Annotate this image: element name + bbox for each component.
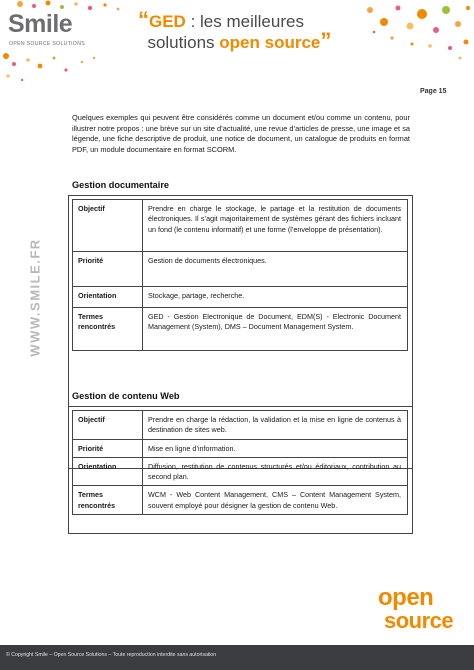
row-content: Stockage, partage, recherche.	[143, 287, 408, 308]
row-label: Priorité	[73, 439, 143, 457]
os-logo-source: source	[384, 608, 454, 633]
row-content: GED - Gestion Electronique de Document, EDM(S) - Electronic Document Management (System), DMS – Document Management System.	[143, 308, 408, 351]
table-row	[73, 287, 408, 308]
slogan-part1: : les meilleures	[185, 12, 304, 31]
row-label: Objectif	[73, 200, 143, 252]
row-content: Diffusion, restitution de contenus structurés et/ou éditoriaux, contribution au second plan.	[143, 457, 408, 486]
row-label: Orientation	[73, 287, 143, 308]
row-label: Objectif	[73, 411, 143, 440]
slogan-open-quote: “	[138, 7, 149, 32]
slogan-part2: solutions	[147, 33, 220, 52]
row-content: Gestion de documents électroniques.	[143, 252, 408, 287]
header-slogan	[138, 7, 358, 53]
decorative-dots-top-right	[350, 0, 474, 70]
table-row	[73, 308, 408, 351]
table-row	[73, 411, 408, 440]
os-logo-open: open	[378, 584, 434, 611]
row-content: Prendre en charge le stockage, le partage et la restitution de documents électroniques. Il s’agit majoritairement de systèmes gérant des fichiers incluant un fond (le contenu informatif) et une forme (l’enveloppe de présentation).	[143, 200, 408, 252]
footer-copyright: © Copyright Smile – Open Source Solutions – Toute reproduction interdite sans autorisation	[6, 652, 217, 658]
section-title-web-content-management: Gestion de contenu Web	[72, 391, 180, 401]
section-title-document-management: Gestion documentaire	[72, 180, 169, 190]
slogan-ged: GED	[149, 12, 186, 31]
table-row	[73, 252, 408, 287]
row-content: Prendre en charge la rédaction, la validation et la mise en ligne de contenus à destination de sites web.	[143, 411, 408, 440]
table-row	[73, 200, 408, 252]
row-content: Mise en ligne d’information.	[143, 439, 408, 457]
table-row	[73, 457, 408, 486]
row-label: Orientation	[73, 457, 143, 486]
row-label: Termes rencontrés	[73, 308, 143, 351]
logo-subtitle: OPEN SOURCE SOLUTIONS	[9, 41, 86, 47]
table-web-content-management	[72, 410, 408, 515]
table-row	[73, 486, 408, 515]
side-url: WWW.SMILE.FR	[27, 238, 43, 357]
smile-logo	[8, 10, 118, 50]
intro-paragraph: Quelques exemples qui peuvent être considérés comme un document et/ou comme un contenu, pour illustrer notre propos : une brève sur un site d’actualité, une revue d’articles de presse, une image et sa légende, une fiche descriptive de produit, une notice de document, un catalogue de produits en format PDF, un module documentaire en format SCORM.	[72, 113, 410, 154]
table-document-management	[72, 199, 408, 351]
logo-word: Smile	[8, 10, 73, 38]
page-number: Page 15	[420, 88, 447, 95]
table-row	[73, 439, 408, 457]
row-content: WCM - Web Content Management, CMS – Content Management System, souvent employé pour désigner la gestion de contenu Web.	[143, 486, 408, 515]
row-label: Termes rencontrés	[73, 486, 143, 515]
open-source-logo	[378, 584, 468, 640]
slogan-open-source: open source	[219, 33, 321, 52]
slogan-close-quote: ”	[320, 28, 332, 53]
row-label: Priorité	[73, 252, 143, 287]
